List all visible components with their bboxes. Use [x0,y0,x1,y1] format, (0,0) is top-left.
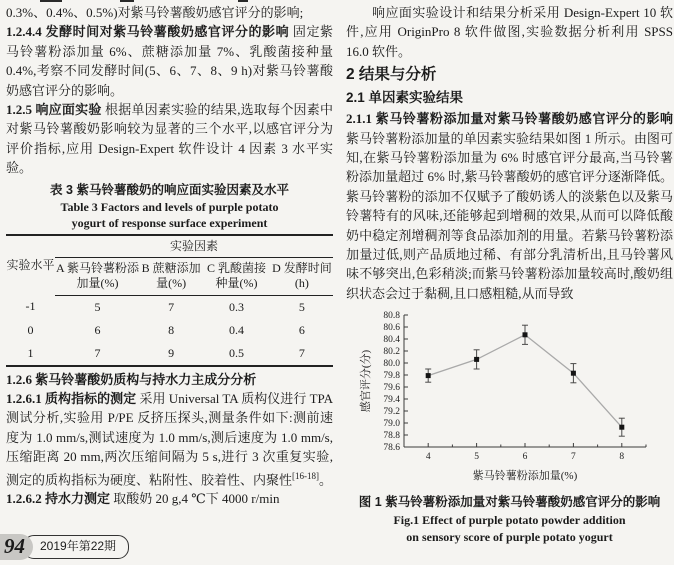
section-1-2-4-4-body: 固定紫马铃薯粉添加量 6%、蔗糖添加量 7%、乳酸菌接种量 0.4%,考察不同发酵时间(5、6、7、8、9 h)对紫马铃薯酸奶感官评分的影响。 [6,24,333,98]
svg-text:80.0: 80.0 [383,359,400,370]
svg-text:4: 4 [425,452,431,463]
svg-text:6: 6 [522,452,528,463]
table-cell: 7 [168,299,175,314]
journal-issue-badge: 2019年第22期 [23,535,129,559]
section-1-2-6-2-body: 取酸奶 20 g,4 ℃下 4000 r/min [110,491,280,507]
table-cell: 0 [27,322,34,337]
section-1-2-4-4 [6,22,333,100]
section-1-2-6-heading: 1.2.6 紫马铃薯酸奶质构与持水力主成分分析 [6,371,257,387]
paragraph-continuation: 0.3%、0.4%、0.5%)对紫马铃薯酸奶感官评分的影响; [6,5,304,20]
left-column [6,3,333,546]
table-3-caption-en-line2: yogurt of response surface experiment [71,215,268,230]
software-paragraph: 响应面实验设计和结果分析采用 Design-Expert 10 软件,应用 OriginPro 8 软件做图,实验数据分析利用 SPSS 16.0 软件。 [346,5,673,59]
table-cell: 6 [94,322,101,337]
table-row [6,319,333,342]
table-3-factors-levels [6,234,333,367]
citation-16-18: [16-18] [292,470,320,481]
scan-speck [120,0,134,2]
svg-text:感官评分(分): 感官评分(分) [360,350,372,413]
table-3-caption-cn: 表 3 紫马铃薯酸奶的响应面实验因素及水平 [50,182,289,197]
table-cell: 8 [168,322,175,337]
section-1-2-6-2-heading: 1.2.6.2 持水力测定 [6,491,111,507]
figure-1-caption-cn: 图 1 紫马铃薯粉添加量对紫马铃薯酸奶感官评分的影响 [358,494,661,509]
table-3-caption-en-line1: Table 3 Factors and levels of purple potato [60,199,279,214]
svg-text:79.8: 79.8 [383,371,400,382]
section-2-1-heading: 2.1 单因素实验结果 [346,90,464,106]
section-2-1-1-heading: 2.1.1 紫马铃薯粉添加量对紫马铃薯酸奶感官评分的影响 [346,111,673,127]
section-1-2-5-body: 根据单因素实验的结果,选取每个因素中对紫马铃薯酸奶影响较为显著的三个水平,以感官评分为评价指标,应用 Design-Expert 软件设计 4 因素 3 水平实验。 [6,102,333,176]
section-2-1-1-body: 紫马铃薯粉添加量的单因素实验结果如图 1 所示。由图可知,在紫马铃薯粉添加量为 6% 时感官评分最高,当马铃薯粉添加量超过 6% 时,紫马铃薯酸奶的感官评分逐渐降低。紫马铃薯粉的添加不仅赋予了酸奶诱人的淡紫色以及紫马铃薯特有的风味,还能够起到增稠的效果,从而可以降低酸奶中稳定剂增稠剂等食品添加剂的用量。若紫马铃薯粉添加量过低,则产品质地过稀、有部分乳清析出,且马铃薯风味不够突出,色彩稍淡;而紫马铃薯粉添加量较高时,酸奶组织状态会过于黏稠,且口感粗糙,从而导致 [346,130,673,301]
figure-1 [358,307,673,488]
table-cell: 0.3 [229,299,245,314]
svg-text:79.6: 79.6 [383,383,400,394]
scan-speck [238,0,248,2]
section-1-2-6-2 [6,489,333,508]
table-cell: -1 [25,299,36,314]
table-cell: 7 [298,345,305,360]
svg-text:紫马铃薯粉添加量(%): 紫马铃薯粉添加量(%) [472,470,578,483]
svg-text:78.6: 78.6 [383,443,400,454]
section-1-2-6-1-body: 采用 Universal TA 质构仪进行 TPA 测试分析,实验用 P/PE 反挤压探头,测量条件如下:测前速度为 1.0 mm/s,测试速度为 1.0 mm/s,测后速度为 1.0 mm/s,压缩距离 20 mm,两次压缩间隔为 5 s,进行 3 次重复实验,测定的质构指标为硬度、粘附性、胶着性、内聚性 [6,391,333,488]
svg-text:80.6: 80.6 [383,323,400,334]
table-header-col-b: B 蔗糖添加量(%) [140,257,202,295]
section-1-2-6-1-heading: 1.2.6.1 质构指标的测定 [6,391,137,407]
svg-text:8: 8 [619,452,625,463]
table-header-col-c: C 乳酸菌接种量(%) [202,257,271,295]
table-cell: 9 [168,345,175,360]
table-cell: 0.4 [229,322,245,337]
section-1-2-4-4-heading: 1.2.4.4 发酵时间对紫马铃薯酸奶感官评分的影响 [6,24,290,40]
table-header-level: 实验水平 [6,257,55,272]
section-2-heading: 2 结果与分析 [346,66,437,84]
figure-1-caption-en-line1: Fig.1 Effect of purple potato powder addition [393,512,626,527]
table-row [6,295,333,319]
table-cell: 6 [298,322,305,337]
svg-text:79.2: 79.2 [383,407,400,418]
right-column [346,3,673,546]
page-number: 94 [0,534,33,560]
svg-text:80.8: 80.8 [383,311,400,322]
section-1-2-6 [6,370,333,389]
section-1-2-6-1 [6,389,333,489]
table-cell: 7 [94,345,101,360]
svg-text:79.4: 79.4 [383,395,400,406]
svg-text:78.8: 78.8 [383,431,400,442]
table-cell: 5 [298,299,305,314]
section-2-1-1 [346,109,673,303]
svg-text:7: 7 [571,452,576,463]
svg-text:79.0: 79.0 [383,419,400,430]
svg-text:80.2: 80.2 [383,347,400,358]
figure-1-line-chart [358,307,658,483]
section-1-2-5 [6,100,333,178]
table-cell: 0.5 [229,345,245,360]
scan-speck [40,0,62,2]
figure-1-caption-en-line2: on sensory score of purple potato yogurt [406,529,613,544]
table-header-group: 实验因素 [55,235,333,258]
table-header-col-a: A 紫马铃薯粉添加量(%) [55,257,140,295]
section-1-2-6-1-body-end: 。 [319,472,333,488]
svg-text:80.4: 80.4 [383,335,400,346]
table-header-col-d: D 发酵时间(h) [271,257,333,295]
table-cell: 1 [27,345,34,360]
section-1-2-5-heading: 1.2.5 响应面实验 [6,102,102,118]
svg-text:5: 5 [474,452,479,463]
page-footer [0,534,129,560]
table-row [6,342,333,366]
table-cell: 5 [94,299,101,314]
